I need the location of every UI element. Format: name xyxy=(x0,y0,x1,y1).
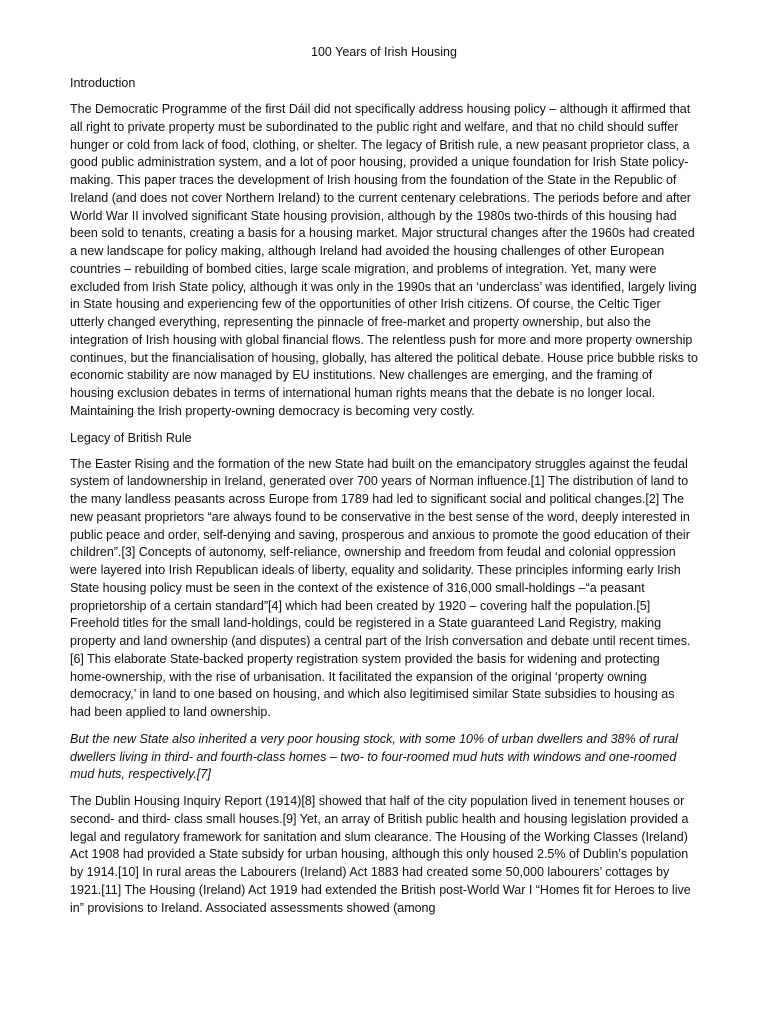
legacy-paragraph-3: The Dublin Housing Inquiry Report (1914)[8] showed that half of the city population lived in tenement houses or second- and third- class small houses.[9] Yet, an array of British public health and housing legislation provided a legal and regulatory framework for sanitation and slum clearance. The Housing of the Working Classes (Ireland) Act 1908 had provided a State subsidy for urban housing, although this only housed 2.5% of Dublin’s population by 1914.[10] In rural areas the Labourers (Ireland) Act 1883 had created some 50,000 labourers’ cottages by 1921.[11] The Housing (Ireland) Act 1919 had extended the British post-World War I “Homes fit for Heroes to live in” provisions to Ireland. Associated assessments showed (among xyxy=(70,794,691,915)
introduction-paragraph: The Democratic Programme of the first Dáil did not specifically address housing policy – although it affirmed that all right to private property must be subordinated to the public right and welfare, and that no child should suffer hunger or cold from lack of food, clothing, or shelter. The legacy of British rule, a new peasant proprietor class, a good public administration system, and a lot of poor housing, provided a unique foundation for Irish State policy-making. This paper traces the development of Irish housing from the foundation of the State in the Republic of Ireland (and does not cover Northern Ireland) to the current centenary celebrations. The periods before and after World War II involved significant State housing provision, although by the 1980s two-thirds of this housing had been sold to tenants, creating a basis for a housing market. Major structural changes after the 1960s had created a new landscape for policy making, although Ireland had avoided the housing challenges of other European countries – rebuilding of bombed cities, large scale migration, and problems of integration. Yet, many were excluded from Irish State policy, although it was only in the 1990s that an ‘underclass’ was identified, largely living in State housing and experiencing few of the opportunities of other Irish citizens. Of course, the Celtic Tiger utterly changed everything, representing the pinnacle of free-market and property ownership, but also the integration of Irish housing with global financial flows. The relentless push for more and more property ownership continues, but the financialisation of housing, globally, has altered the political debate. House price bubble risks to economic stability are now managed by EU institutions. New challenges are emerging, and the framing of housing exclusion debates in terms of international human rights means that the debate is no longer local. Maintaining the Irish property-owning democracy is becoming very costly. xyxy=(70,102,698,418)
document-title: 100 Years of Irish Housing xyxy=(311,45,457,59)
section-heading-introduction: Introduction xyxy=(70,76,136,90)
section-heading-legacy-of-british-rule: Legacy of British Rule xyxy=(70,430,192,445)
legacy-paragraph-2-italic: But the new State also inherited a very poor housing stock, with some 10% of urban dwellers and 38% of rural dwellers living in third- and fourth-class homes – two- to four-roomed mud huts with windows and one-roomed mud huts, respectively.[7] xyxy=(70,731,678,782)
legacy-paragraph-1: The Easter Rising and the formation of the new State had built on the emancipatory struggles against the feudal system of landownership in Ireland, generated over 700 years of Norman influence.[1] The distribution of land to the many landless peasants across Europe from 1789 had led to significant social and political changes.[2] The new peasant proprietors “are always found to be conservative in the best sense of the word, deeply interested in public peace and order, self-denying and saving, prosperous and anxious to promote the good education of their children”.[3] Concepts of autonomy, self-reliance, ownership and freedom from feudal and colonial oppression were layered into Irish Republican ideals of liberty, equality and solidarity. These principles informing early Irish State housing policy must be seen in the context of the existence of 316,000 small-holdings –“a peasant proprietorship of a certain standard”[4] which had been created by 1920 – covering half the population.[5] Freehold titles for the small land-holdings, could be registered in a State guaranteed Land Registry, making property and land ownership (and disputes) a central part of the Irish conversation and debate until recent times.[6] This elaborate State-backed property registration system provided the basis for widening and protecting home-ownership, with the rise of urbanisation. It facilitated the expansion of the original ‘property owning democracy,’ in land to one based on housing, and which also legitimised similar State subsidies to housing as had been applied to land ownership. xyxy=(70,456,691,719)
